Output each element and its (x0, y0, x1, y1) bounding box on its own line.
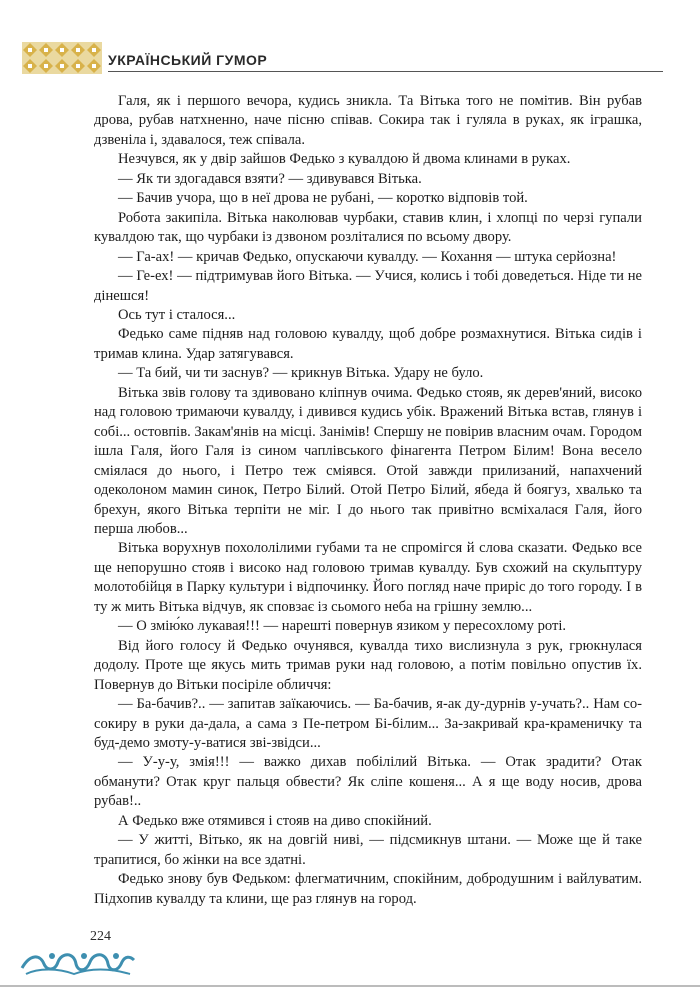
paragraph: Робота закипіла. Вітька наколював чурбаки, ставив клин, і хлопці по черзі гупали кувалдою так, що чурбаки із дзвоном розліталися по всьому двору. (94, 209, 642, 246)
paragraph: Вітька звів голову та здивовано кліпнув очима. Федько стояв, як дерев'яний, високо над головою тримаючи кувалду, і дивився кудись убік. Вражений Вітька встав, глянув і собі... остовпів. Закам'янів на місці. Занімів! Спершу не повірив власним очам. Городом ішла Галя, його Галя із сином чаплівського фінагента Петром Білим! Вона весело сміялася до нього, і Петро теж сміявся. Отой завжди прилизаний, напахчений одеколоном мамин синок, Петро Білий. Отой Петро Білий, ябеда й боягуз, хвалько та брехун, якого Вітька терпіти не міг. І до нього так привітно всміхалася Галя, його перша любов... (94, 384, 642, 537)
paragraph: А Федько вже отямився і стояв на диво спокійний. (118, 812, 432, 829)
paragraph: Вітька ворухнув похололілими губами та не спромігся й слова сказати. Федько все ще непорушно стояв і високо над головою тримав кувалду. Був схожий на скульптуру молотобійця в Парку культури і відпочинку. Його погляд наче приріс до того городу. І в ту ж мить Вітька відчув, як сповзає із сьомого неба на грішну землю... (94, 540, 642, 615)
paragraph: — Ге-ех! — підтримував його Вітька. — Учися, колись і тобі доведеться. Ніде ти не дінешся! (94, 268, 642, 304)
paragraph: — Та бий, чи ти заснув? — крикнув Вітька. Удару не було. (118, 365, 484, 382)
footer-divider (0, 985, 700, 987)
wave-ornament-icon (18, 944, 138, 978)
story-text (94, 92, 642, 909)
paragraph: — Га-ах! — кричав Федько, опускаючи кувалду. — Кохання — штука серйозна! (118, 248, 617, 265)
paragraph: — Як ти здогадався взяти? — здивувався Вітька. (118, 170, 422, 187)
paragraph: Від його голосу й Федько очунявся, кувалда тихо вислизнула з рук, грюкнулася додолу. Проте ще якусь мить тримав руки над головою, а потім повільно опустив їх. Повернув до Вітьки посіріле обличчя: (94, 637, 642, 693)
page-header (22, 42, 642, 76)
page-number: 224 (90, 929, 111, 944)
paragraph: Ось тут і сталося... (118, 306, 236, 323)
paragraph: Галя, як і першого вечора, кудись зникла. Та Вітька того не помітив. Він рубав дрова, рубав натхненно, наче пісню співав. Сокира так і гуляла в руках, як іграшка, дзвеніла і, здавалося, теж співала. (94, 93, 642, 148)
paragraph: — О змію́ко лукавая!!! — нарешті повернув язиком у пересохлому роті. (118, 618, 567, 635)
paragraph: — У-у-у, змія!!! — важко дихав побілілий Вітька. — Отак зрадити? Отак обманути? Отак круг пальця обвести? Як сліпе кошеня... А я ще воду носив, дрова рубав!.. (94, 754, 642, 810)
embroidery-ornament-icon (22, 42, 102, 74)
paragraph: Федько саме підняв над головою кувалду, щоб добре розмахнутися. Вітька сидів і тримав клина. Удар затягувався. (94, 326, 642, 362)
paragraph: Федько знову був Федьком: флегматичним, спокійним, добродушним і вайлуватим. Підхопив кувалду та клини, ще раз глянув на город. (94, 871, 642, 907)
paragraph: — Ба-бачив?.. — запитав заїкаючись. — Ба-бачив, я-ак ду-дурнів у-учать?.. Нам со-сокиру в руки да-дала, а сама з Пе-петром Бі-білим... За-закривай кра-краменичку та буд-демо змоту-у-ватися зві-звідси... (94, 696, 642, 751)
paragraph: Незчувся, як у двір зайшов Федько з кувалдою й двома клинами в руках. (118, 151, 571, 168)
paragraph: — Бачив учора, що в неї дрова не рубані, — коротко відповів той. (118, 190, 528, 207)
header-divider (108, 71, 663, 72)
paragraph: — У житті, Вітько, як на довгій ниві, — підсмикнув штани. — Може ще й таке трапитися, бо жінки на все здатні. (94, 832, 642, 868)
section-title: УКРАЇНСЬКИЙ ГУМОР (108, 52, 268, 68)
